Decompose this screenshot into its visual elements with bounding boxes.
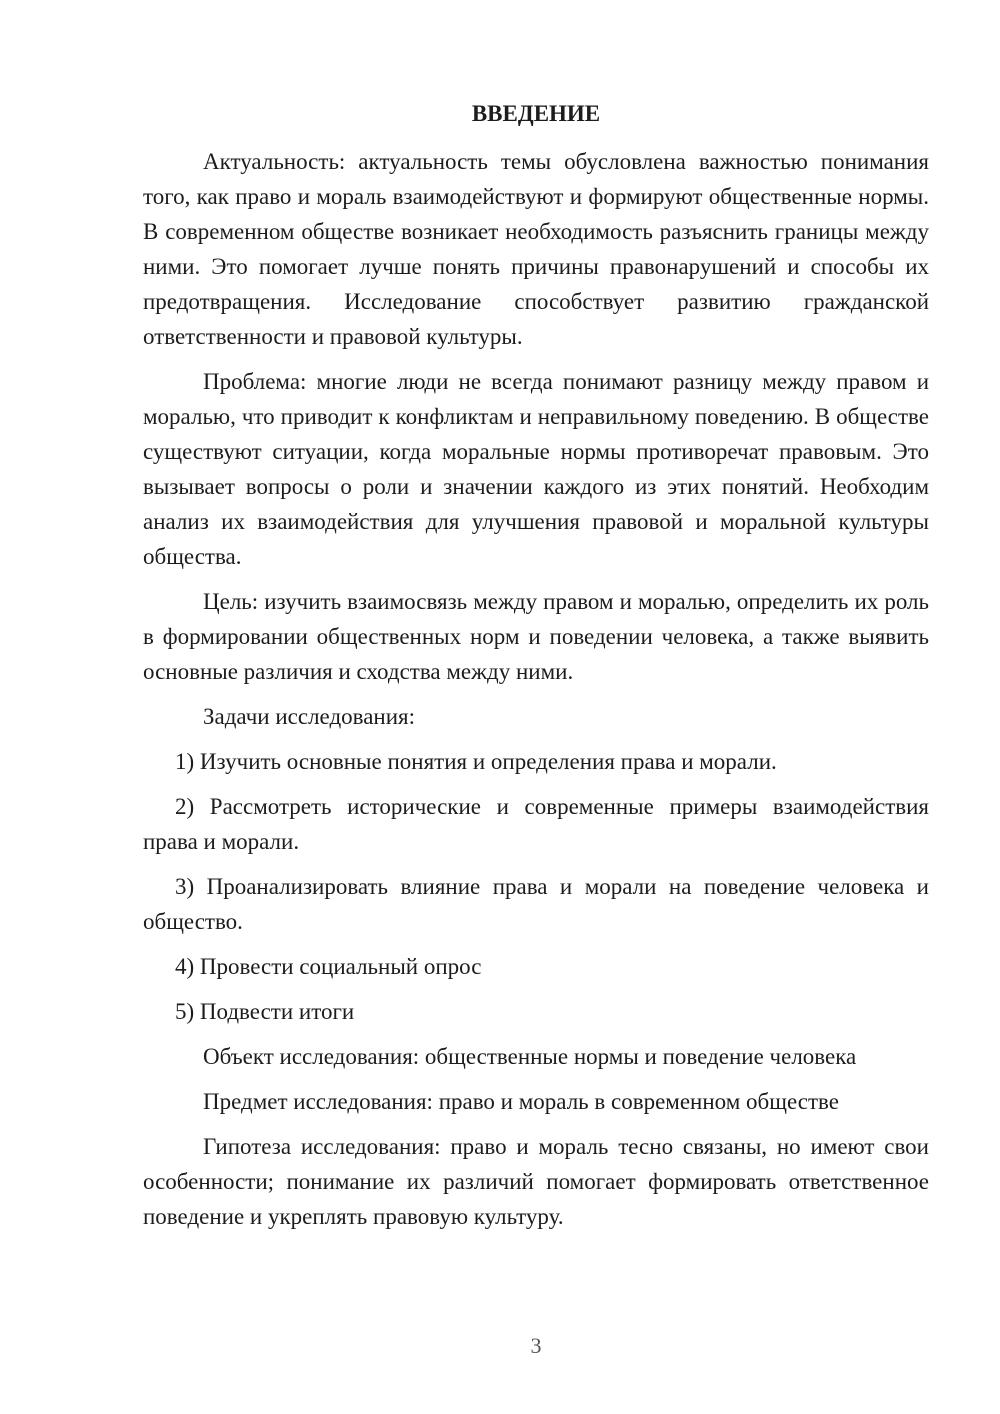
goal-paragraph: Цель: изучить взаимосвязь между правом и моралью, определить их роль в формировании общественных норм и поведении человека, а также выявить основные различия и сходства между ними. <box>143 589 929 684</box>
task-item-5: 5) Подвести итоги <box>175 999 355 1024</box>
document-page <box>143 96 929 1234</box>
research-hypothesis: Гипотеза исследования: право и мораль тесно связаны, но имеют свои особенности; понимание их различий помогает формировать ответственное поведение и укреплять правовую культуру. <box>143 1134 929 1229</box>
page-title: ВВЕДЕНИЕ <box>471 101 601 126</box>
research-object: Объект исследования: общественные нормы и поведение человека <box>203 1044 857 1069</box>
research-subject: Предмет исследования: право и мораль в современном обществе <box>203 1089 839 1114</box>
task-item-2: 2) Рассмотреть исторические и современные примеры взаимодействия права и морали. <box>143 794 929 854</box>
relevance-paragraph: Актуальность: актуальность темы обусловлена важностью понимания того, как право и мораль взаимодействуют и формируют общественные нормы. В современном обществе возникает необходимость разъяснить границы между ними. Это помогает лучше понять причины правонарушений и способы их предотвращения. Исследование способствует развитию гражданской ответственности и правовой культуры. <box>143 149 929 349</box>
tasks-heading: Задачи исследования: <box>203 704 416 729</box>
page-number: 3 <box>530 1333 542 1358</box>
problem-paragraph: Проблема: многие люди не всегда понимают разницу между правом и моралью, что приводит к конфликтам и неправильному поведению. В обществе существуют ситуации, когда моральные нормы противоречат правовым. Это вызывает вопросы о роли и значении каждого из этих понятий. Необходим анализ их взаимодействия для улучшения правовой и моральной культуры общества. <box>143 369 929 569</box>
task-item-1: 1) Изучить основные понятия и определения права и морали. <box>175 749 777 774</box>
task-item-4: 4) Провести социальный опрос <box>175 954 482 979</box>
task-item-3: 3) Проанализировать влияние права и морали на поведение человека и общество. <box>143 874 929 934</box>
